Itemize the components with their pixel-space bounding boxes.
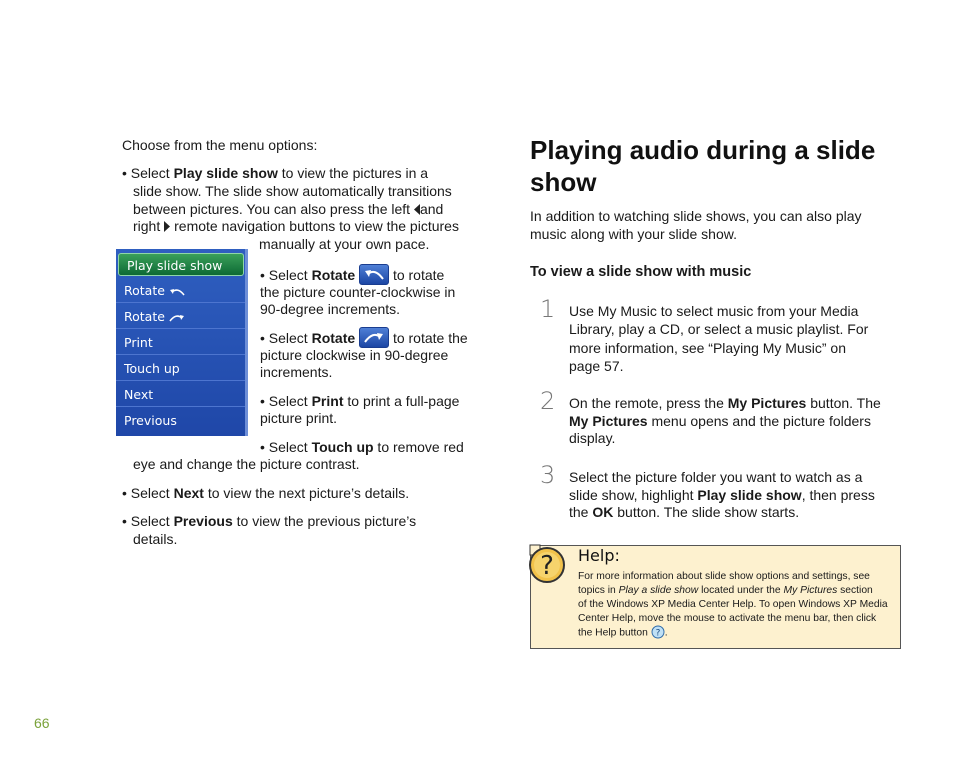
menu-intro: Choose from the menu options:	[122, 137, 318, 153]
bullet-next: • Select Next to view the next picture’s details.	[122, 485, 410, 501]
rotate-cw-icon	[169, 313, 185, 323]
menu-item-previous[interactable]: Previous	[124, 413, 177, 428]
step-number: 3	[540, 461, 556, 489]
menu-item-print[interactable]: Print	[116, 330, 245, 355]
step-number: 1	[540, 295, 556, 323]
right-arrow-icon	[164, 221, 170, 232]
help-body: For more information about slide show options and settings, see topics in Play a slide show located under the My Pictures section of the Windows XP Media Center Help. To open Windows XP Media Center Help, move the mouse to activate the menu bar, then click the Help button ? .	[578, 571, 888, 639]
question-mark-icon	[528, 543, 568, 587]
svg-text:?: ?	[655, 628, 661, 639]
rotate-ccw-button-icon	[359, 264, 389, 285]
slide-show-menu	[116, 249, 248, 436]
section-title: Playing audio during a slide show	[530, 135, 876, 197]
rotate-ccw-icon	[169, 287, 185, 297]
step-number: 2	[540, 387, 556, 415]
help-button-icon	[651, 625, 665, 639]
menu-item-next[interactable]: Next	[116, 382, 245, 407]
help-title: Help:	[578, 546, 620, 565]
svg-text:?: ?	[540, 551, 554, 581]
page-number: 66	[34, 715, 50, 731]
rotate-cw-button-icon	[359, 327, 389, 348]
menu-item-rotate-cw[interactable]: Rotate	[116, 304, 245, 329]
section-intro: In addition to watching slide shows, you can also play music along with your slide show.	[530, 208, 862, 242]
menu-item-rotate-ccw[interactable]: Rotate	[116, 278, 245, 303]
menu-item-play-slide-show[interactable]: Play slide show	[118, 253, 244, 276]
procedure-heading: To view a slide show with music	[530, 264, 752, 280]
menu-item-touch-up[interactable]: Touch up	[116, 356, 245, 381]
